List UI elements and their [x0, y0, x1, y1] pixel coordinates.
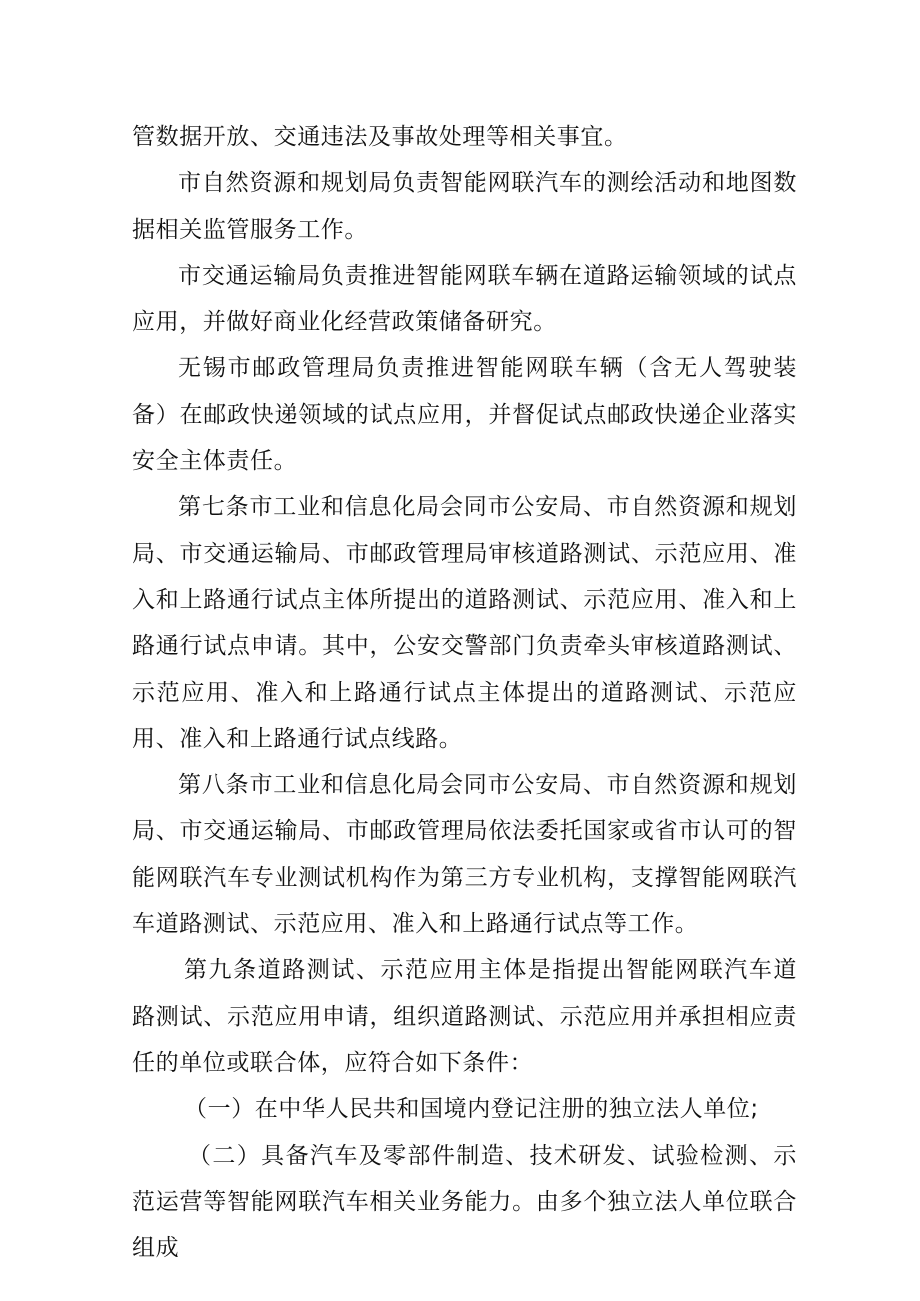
paragraph-condition-2: （二）具备汽车及零部件制造、技术研发、试验检测、示范运营等智能网联汽车相关业务能力。由多个独立法人单位联合组成 [132, 1142, 797, 1262]
paragraph-continuation: 管数据开放、交通违法及事故处理等相关事宜。 [132, 124, 628, 150]
paragraph-article-8: 第八条市工业和信息化局会同市公安局、市自然资源和规划局、市交通运输局、市邮政管理局依法委托国家或省市认可的智能网联汽车专业测试机构作为第三方专业机构，支撑智能网联汽车道路测试、示范应用、准入和上路通行试点等工作。 [132, 772, 797, 938]
paragraph-postal-bureau: 无锡市邮政管理局负责推进智能网联车辆（含无人驾驶装备）在邮政快递领域的试点应用，并督促试点邮政快递企业落实安全主体责任。 [132, 355, 797, 475]
paragraph-article-9: 第九条道路测试、示范应用主体是指提出智能网联汽车道路测试、示范应用申请，组织道路测试、示范应用并承担相应责任的单位或联合体，应符合如下条件： [132, 957, 797, 1076]
paragraph-transport-bureau: 市交通运输局负责推进智能网联车辆在道路运输领域的试点应用，并做好商业化经营政策储备研究。 [132, 262, 797, 336]
paragraph-condition-1: （一）在中华人民共和国境内登记注册的独立法人单位; [184, 1096, 759, 1123]
paragraph-article-7: 第七条市工业和信息化局会同市公安局、市自然资源和规划局、市交通运输局、市邮政管理局审核道路测试、示范应用、准入和上路通行试点主体所提出的道路测试、示范应用、准入和上路通行试点申请。其中，公安交警部门负责牵头审核道路测试、示范应用、准入和上路通行试点主体提出的道路测试、示范应用、准入和上路通行试点线路。 [132, 494, 797, 752]
paragraph-natural-resources-bureau: 市自然资源和规划局负责智能网联汽车的测绘活动和地图数据相关监管服务工作。 [132, 170, 797, 243]
document-body [132, 114, 797, 1271]
